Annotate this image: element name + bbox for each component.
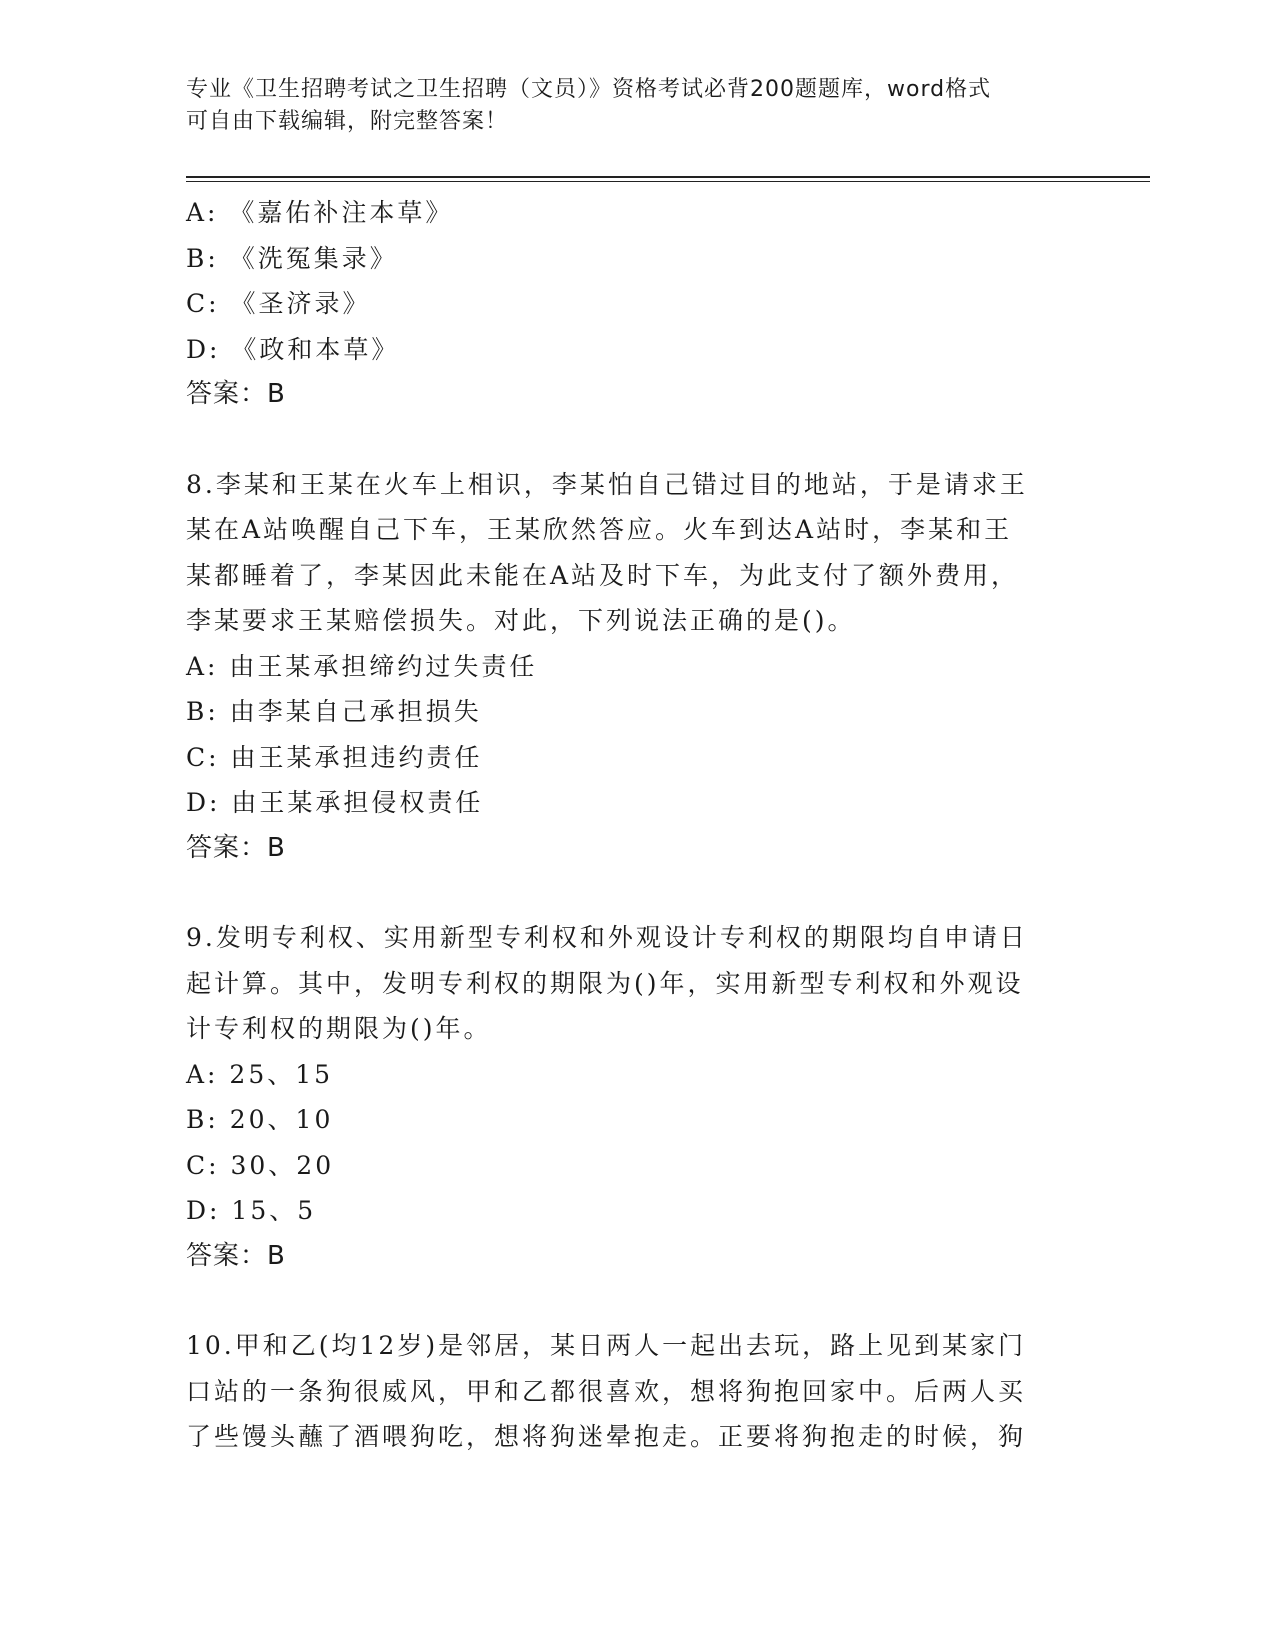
question-text-line: 某在A站唤醒自己下车，王某欣然答应。火车到达A站时，李某和王 [186,515,1013,544]
question-text-line: 8.李某和王某在火车上相识，李某怕自己错过目的地站，于是请求王 [186,469,1028,499]
spacer [186,1279,1066,1323]
answer: 答案：B [186,379,286,409]
option-a: A: 由王某承担缔约过失责任 [186,651,538,681]
question-text-line: 计专利权的期限为()年。 [186,1014,492,1043]
spacer [186,871,1066,915]
option-b: B: 由李某自己承担损失 [186,697,482,726]
question-10 [186,1323,1066,1460]
question-text-line: 了些馒头蘸了酒喂狗吃，想将狗迷晕抱走。正要将狗抱走的时候，狗 [186,1422,1027,1451]
option-c: C: 《圣济录》 [186,289,371,318]
option-c: C: 由王某承担违约责任 [186,742,483,772]
document-body [186,190,1066,1460]
question-text-line: 10.甲和乙(均12岁)是邻居，某日两人一起出去玩，路上见到某家门 [186,1331,1027,1360]
option-d: D: 由王某承担侵权责任 [186,788,484,817]
header-divider-thick [186,176,1150,178]
header-line-2: 可自由下载编辑，附完整答案！ [186,109,509,134]
option-a: A: 25、15 [186,1059,334,1089]
question-text-line: 李某要求王某赔偿损失。对此，下列说法正确的是()。 [186,606,856,635]
question-text-line: 起计算。其中，发明专利权的期限为()年，实用新型专利权和外观设 [186,968,1024,998]
question-text-line: 某都睡着了，李某因此未能在A站及时下车，为此支付了额外费用， [186,560,1020,590]
question-text-line: 口站的一条狗很威风，甲和乙都很喜欢，想将狗抱回家中。后两人买 [186,1376,1027,1406]
question-9 [186,915,1066,1279]
header-line-1: 专业《卫生招聘考试之卫生招聘（文员）》资格考试必背200题题库，word格式 [186,77,992,102]
spacer [186,418,1066,462]
answer: 答案：B [186,1240,286,1271]
option-c: C: 30、20 [186,1150,335,1180]
question-text-line: 9.发明专利权、实用新型专利权和外观设计专利权的期限均自申请日 [186,923,1028,952]
option-a: A: 《嘉佑补注本草》 [186,198,454,227]
document-header [186,74,1066,138]
question-7 [186,190,1066,418]
option-b: B: 《洗冤集录》 [186,243,398,273]
option-b: B: 20、10 [186,1105,334,1134]
answer: 答案：B [186,832,286,863]
header-divider-thin [186,181,1150,182]
option-d: D: 《政和本草》 [186,334,400,364]
question-8 [186,462,1066,872]
option-d: D: 15、5 [186,1196,317,1225]
